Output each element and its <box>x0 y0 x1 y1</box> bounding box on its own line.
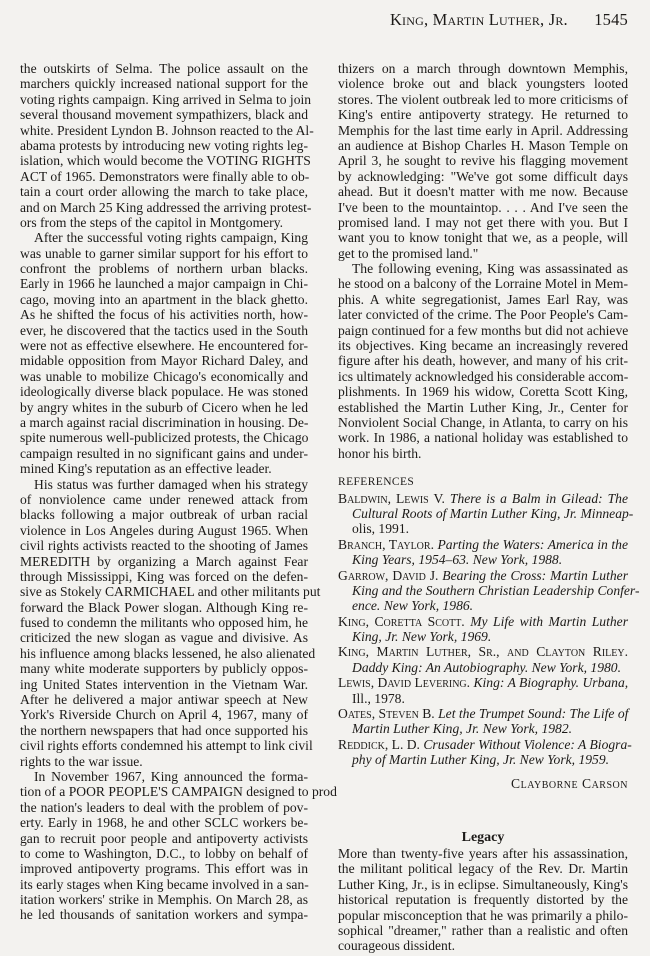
text-line: midable opposition from Mayor Richard Daley, and <box>20 353 308 369</box>
text-line: I've been to the mountaintop. . . . And I've seen the <box>338 199 628 215</box>
reference-text: King: A Biography. Urbana, <box>473 675 629 691</box>
reference-author: King, Coretta Scott. <box>338 613 465 629</box>
running-title: King, Martin Luther, Jr. <box>389 10 568 29</box>
text-line: civil rights efforts condemned his attempt to link civil <box>20 738 313 754</box>
text-line: ics ultimately acknowledged his considerable accom- <box>338 368 629 384</box>
right-column <box>338 61 640 954</box>
text-line: marchers quickly increased national support for the <box>20 76 308 92</box>
text-line: thizers on a march through downtown Memphis, <box>338 61 628 76</box>
text-line: and on March 25 King addressed the arriving protest- <box>20 199 312 215</box>
text-line: its early stages when King became involved in a san- <box>20 876 309 892</box>
text-line: of nonviolence came under renewed attack from <box>20 491 308 507</box>
text-line: rights to the war issue. <box>20 753 143 769</box>
text-line: a march against racial discrimination in housing. De- <box>20 414 309 430</box>
page-number: 1545 <box>594 10 628 29</box>
text-line: his influence among blacks lessened, he also alienated <box>20 645 316 661</box>
text-line: phis. A white segregationist, James Earl Ray, was <box>338 291 628 307</box>
reference-text: King, Jr. New York, 1969. <box>352 629 492 645</box>
text-line: historical reputation is frequently distorted by the <box>338 892 628 908</box>
text-line: improved antipoverty programs. This effort was in <box>20 861 308 877</box>
text-line: plishments. In 1969 his widow, Coretta Scott King, <box>338 384 628 400</box>
text-line: were not as effective elsewhere. He encountered for- <box>20 338 308 354</box>
reference-author: Lewis, David Levering. <box>338 675 471 691</box>
text-line: ors from the steps of the capitol in Montgomery. <box>20 214 284 230</box>
reference-entry <box>338 675 628 706</box>
reference-text: Let the Trumpet Sound: The Life of <box>438 706 629 722</box>
text-line: fused to condemn the militants who opposed him, he <box>20 615 308 631</box>
text-line: In November 1967, King announced the forma- <box>34 768 308 784</box>
text-line: blacks following a major outbreak of urban racial <box>20 507 308 523</box>
text-line: More than twenty-five years after his assassination, <box>338 845 628 861</box>
text-line: the outskirts of Selma. The police assault on the <box>20 61 308 76</box>
text-line: sive as Stokely CARMICHAEL and other militants put <box>20 584 321 600</box>
text-line: mined King's reputation as an effective leader. <box>20 461 272 477</box>
reference-text: Ill., 1978. <box>352 690 405 706</box>
text-line: Memphis for the last time early in April. Addressing <box>338 122 628 138</box>
reference-text: King Years, 1954–63. New York, 1988. <box>352 552 563 568</box>
reference-text: Daddy King: An Autobiography. New York, 1980. <box>352 659 621 675</box>
text-line: Nonviolent Social Change, in Atlanta, to carry on his <box>338 414 628 430</box>
text-line: ing United States intervention in the Vietnam War. <box>20 676 308 692</box>
text-line: gan to recruit poor people and antipoverty activists <box>20 830 308 846</box>
text-line: sophical "dreamer," rather than a realistic and often <box>338 922 628 938</box>
text-line: voting rights campaign. King arrived in Selma to join <box>20 91 312 107</box>
reference-text: phy of Martin Luther King, Jr. New York, 1959. <box>352 752 610 768</box>
text-line: ever, he discovered that the tactics used in the South <box>20 322 308 338</box>
text-line: After the successful voting rights campaign, King <box>34 230 308 246</box>
text-line: ahead. But it doesn't matter with me now. Because <box>338 184 628 200</box>
text-line: several thousand movement sympathizers, black and <box>20 107 308 123</box>
text-line: violence in Los Angeles during August 1965. When <box>20 522 308 538</box>
text-line: erty. Early in 1968, he and other SCLC workers be- <box>20 815 308 831</box>
left-column <box>20 61 337 923</box>
text-line: was unable to mobilize Chicago's economically and <box>20 368 308 384</box>
text-line: by acknowledging: "We've got some difficult days <box>338 168 628 184</box>
reference-entry <box>338 736 632 768</box>
text-line: later convicted of the crime. The Poor People's Cam- <box>338 307 628 323</box>
text-line: established the Martin Luther King, Jr., Center for <box>338 399 628 415</box>
text-line: get to the promised land." <box>338 245 479 261</box>
text-line: an audience at Bishop Charles H. Mason Temple on <box>338 137 628 153</box>
text-line: want you to know tonight that we, as a people, will <box>338 230 628 246</box>
running-header <box>390 10 628 30</box>
text-line: the northern newspapers that had once supported his <box>20 722 308 738</box>
reference-author: Reddick, L. D. <box>338 736 420 752</box>
reference-text: Cultural Roots of Martin Luther King, Jr. Minneap- <box>352 505 634 521</box>
reference-text: Martin Luther King, Jr. New York, 1982. <box>352 721 573 737</box>
text-line: by angry whites in the suburb of Cicero when he led <box>20 399 308 415</box>
text-line: tion of a POOR PEOPLE'S CAMPAIGN designed to prod <box>20 784 337 800</box>
text-line: violence broke out and black youngsters looted <box>338 76 628 92</box>
text-line: abama protests by introducing new voting rights leg- <box>20 137 308 153</box>
text-line: the militant political legacy of the Rev. Dr. Martin <box>338 861 628 877</box>
reference-entry <box>338 644 628 675</box>
reference-author: King, Martin Luther, Sr., and Clayton Riley. <box>338 644 628 660</box>
reference-entry <box>338 706 628 737</box>
text-line: campaign resulted in no significant gains and under- <box>20 445 308 461</box>
text-line: courageous dissident. <box>338 938 456 954</box>
text-line: was unable to garner similar support for his effort to <box>20 245 308 261</box>
text-line: many white moderate supporters by publicly oppos- <box>20 661 308 677</box>
text-line: His status was further damaged when his strategy <box>34 476 308 492</box>
author-signature: Clayborne Carson <box>511 775 628 791</box>
references-heading: REFERENCES <box>338 476 415 489</box>
text-line: islation, which would become the VOTING RIGHTS <box>20 153 311 169</box>
text-line: King's entire antipoverty strategy. He returned to <box>338 107 628 123</box>
text-line: forward the Black Power slogan. Although King re- <box>20 599 308 615</box>
text-line: figure after his death, however, and many of his crit- <box>338 353 628 369</box>
text-line: Early in 1966 he launched a major campaign in Chi- <box>20 276 308 292</box>
reference-text: King and the Southern Christian Leadership Confer- <box>352 582 640 598</box>
text-line: honor his birth. <box>338 445 422 461</box>
text-line: white. President Lyndon B. Johnson reacted to the Al- <box>20 122 314 138</box>
reference-entry <box>338 567 640 614</box>
text-line: confront the problems of northern urban blacks. <box>20 261 308 277</box>
reference-text: Parting the Waters: America in the <box>437 536 628 552</box>
text-line: the nation's leaders to deal with the problem of pov- <box>20 799 308 815</box>
text-line: April 3, he sought to revive his flagging movement <box>338 153 628 169</box>
reference-entry <box>338 614 628 645</box>
text-line: As he shifted the focus of his activities north, how- <box>20 307 308 323</box>
reference-entry <box>338 490 634 537</box>
spacer <box>338 461 628 475</box>
text-line: York's Riverside Church on April 4, 1967, many of <box>20 707 308 723</box>
text-line: After he delivered a major antiwar speech at New <box>20 692 308 708</box>
spacer <box>338 791 628 829</box>
reference-text: olis, 1991. <box>352 521 410 537</box>
reference-text: ence. New York, 1986. <box>352 598 474 614</box>
text-line: criticized the new slogan as vague and divisive. As <box>20 630 308 646</box>
reference-text: There is a Balm in Gilead: The <box>449 490 629 506</box>
text-line: itation workers' strike in Memphis. On March 28, as <box>20 892 308 908</box>
text-line: to come to Washington, D.C., to lobby on behalf of <box>20 845 308 861</box>
section-heading-legacy: Legacy <box>461 829 505 845</box>
text-line: he led thousands of sanitation workers and sympa- <box>20 907 308 923</box>
reference-author: Baldwin, Lewis V. <box>338 490 445 506</box>
text-line: work. In 1986, a national holiday was established to <box>338 430 628 446</box>
text-line: cago, moving into an apartment in the black ghetto. <box>20 291 308 307</box>
reference-author: Garrow, David J. <box>338 567 439 583</box>
text-line: tain a court order allowing the march to take place, <box>20 184 308 200</box>
reference-text: My Life with Martin Luther <box>470 613 629 629</box>
text-line: spite numerous well-publicized protests, the Chicago <box>20 430 309 446</box>
reference-author: Oates, Steven B. <box>338 706 435 722</box>
text-line: ACT of 1965. Demonstrators were finally able to ob- <box>20 168 310 184</box>
text-line: promised land. I may not get there with you. But I <box>338 214 628 230</box>
reference-entry <box>338 537 628 568</box>
text-line: he stood on a balcony of the Lorraine Motel in Mem- <box>338 276 628 292</box>
text-line: The following evening, King was assassinated as <box>352 261 628 277</box>
reference-text: Bearing the Cross: Martin Luther <box>442 567 628 583</box>
reference-text: Crusader Without Violence: A Biogra- <box>423 736 632 752</box>
text-line: stores. The violent outbreak led to more criticisms of <box>338 91 628 107</box>
text-line: civil rights activists reacted to the shooting of James <box>20 538 308 554</box>
text-line: popular misconception that he was primarily a philo- <box>338 907 628 923</box>
text-line: paign continued for a few months but did not achieve <box>338 322 629 338</box>
text-line: MEREDITH by organizing a March against Fear <box>20 553 308 569</box>
text-line: Luther King, Jr., is in eclipse. Simultaneously, King's <box>338 876 628 892</box>
reference-author: Branch, Taylor. <box>338 536 434 552</box>
text-line: its objectives. King became an increasingly revered <box>338 338 628 354</box>
text-line: ideologically diverse black populace. He was stoned <box>20 384 308 400</box>
text-line: through Mississippi, King was forced on the defen- <box>20 568 308 584</box>
